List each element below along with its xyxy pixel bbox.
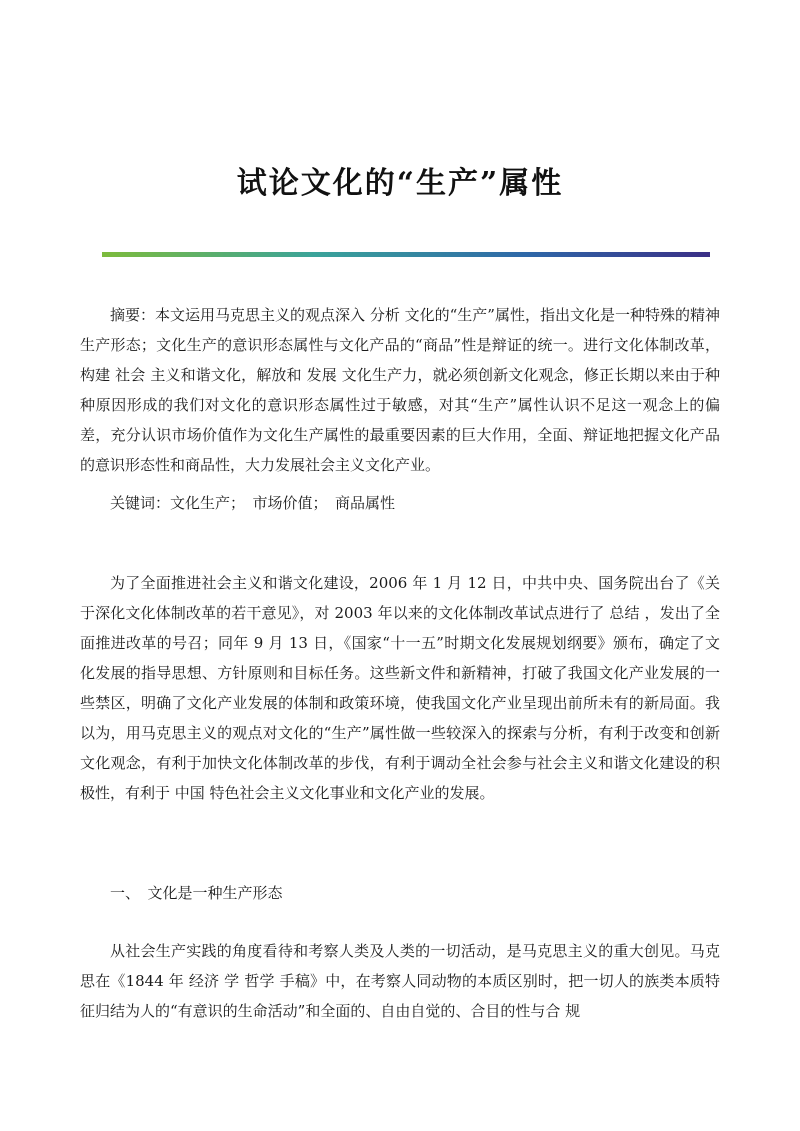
abstract-paragraph: 摘要：本文运用马克思主义的观点深入 分析 文化的“生产”属性，指出文化是一种特殊的精神生产形态；文化生产的意识形态属性与文化产品的“商品”性是辩证的统一。进行文化体制改革，构建 社会 主义和谐文化，解放和 发展 文化生产力，就必须创新文化观念，修正长期以来由于种种原因形成的我们对文化的意识形态属性过于敏感，对其“生产”属性认识不足这一观念上的偏差，充分认识市场价值作为文化生产属性的最重要因素的巨大作用，全面、辩证地把握文化产品的意识形态性和商品性，大力发展社会主义文化产业。 xyxy=(80,306,720,474)
body-paragraph: 从社会生产实践的角度看待和考察人类及人类的一切活动，是马克思主义的重大创见。马克思在《1844 年 经济 学 哲学 手稿》中，在考察人同动物的本质区别时，把一切人的族类本质特征归结为人的“有意识的生命活动”和全面的、自由自觉的、合目的性与合 规 xyxy=(80,942,720,1020)
document-title: 试论文化的“生产”属性 xyxy=(236,166,564,201)
title-divider xyxy=(102,252,710,257)
intro-block xyxy=(80,568,720,808)
keywords-line: 关键词：文化生产； 市场价值； 商品属性 xyxy=(110,494,396,512)
keywords-block xyxy=(80,488,720,518)
section-one-body xyxy=(80,936,720,1026)
section-heading: 一、 文化是一种生产形态 xyxy=(110,884,283,902)
section-heading-block xyxy=(80,878,720,908)
intro-paragraph: 为了全面推进社会主义和谐文化建设，2006 年 1 月 12 日，中共中央、国务院出台了《关于深化文化体制改革的若干意见》，对 2003 年以来的文化体制改革试点进行了 总结 ，发出了全面推进改革的号召；同年 9 月 13 日，《国家“十一五”时期文化发展规划纲要》颁布，确定了文化发展的指导思想、方针原则和目标任务。这些新文件和新精神，打破了我国文化产业发展的一些禁区，明确了文化产业发展的体制和政策环境，使我国文化产业呈现出前所未有的新局面。我以为，用马克思主义的观点对文化的“生产”属性做一些较深入的探索与分析，有利于改变和创新文化观念，有利于加快文化体制改革的步伐，有利于调动全社会参与社会主义和谐文化建设的积极性，有利于 中国 特色社会主义文化事业和文化产业的发展。 xyxy=(80,574,720,802)
abstract-block xyxy=(80,300,720,480)
